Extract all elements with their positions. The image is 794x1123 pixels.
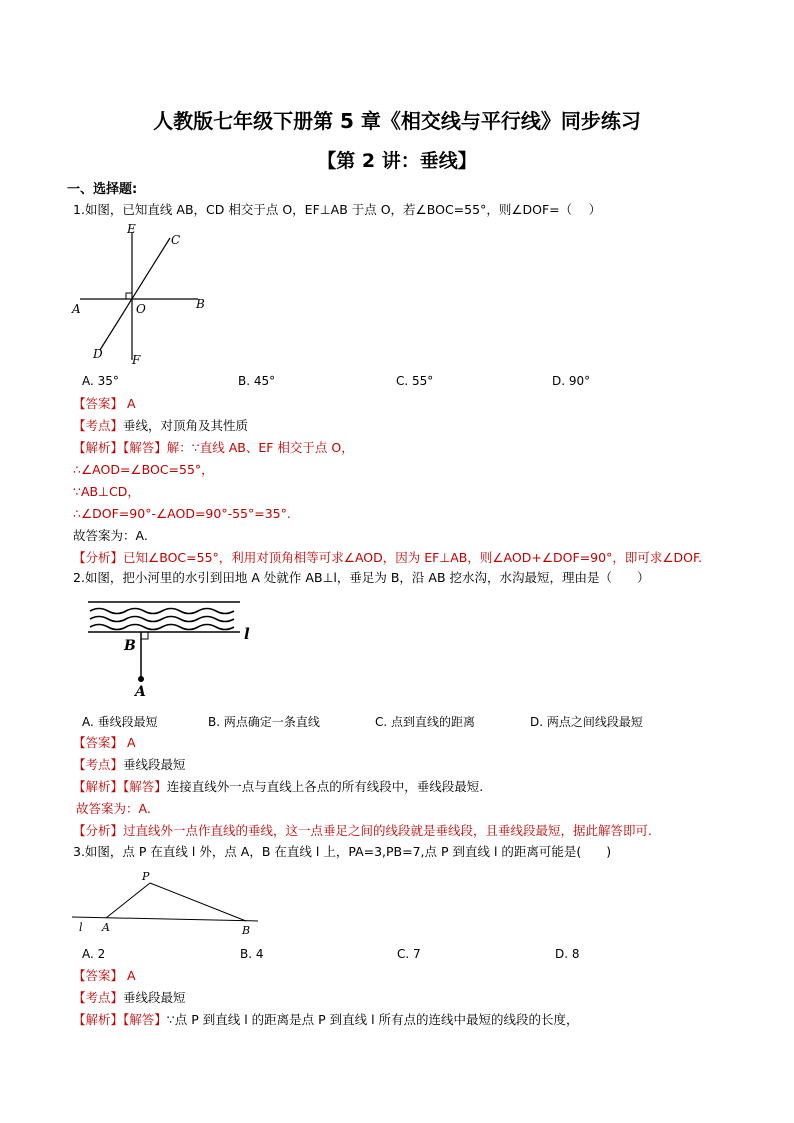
label-f: F <box>132 353 141 367</box>
analysis-tag: 【解析】 <box>73 779 124 794</box>
label-a: A <box>72 302 81 316</box>
q3-answer <box>73 968 136 984</box>
label-a: A <box>102 921 110 934</box>
point-tag: 【考点】 <box>73 757 124 772</box>
commentary-tag: 【分析】 <box>73 823 124 838</box>
river-wave <box>90 609 234 614</box>
label-l: l <box>244 625 250 643</box>
q1-solution-line-5: 故答案为：A. <box>73 528 148 543</box>
q2-solution <box>73 779 483 795</box>
analysis-tag: 【解析】 <box>73 440 124 455</box>
q2-commentary-text: 过直线外一点作直线的垂线，这一点垂足之间的线段就是垂线段，且垂线段最短，据此解答即可. <box>123 823 652 838</box>
q1-commentary-text: 已知∠BOC=55°，利用对顶角相等可求∠AOD，因为 EF⊥AB，则∠AOD+∠DOF=90°，即可求∠DOF. <box>123 550 703 565</box>
q2-stem: 2.如图，把小河里的水引到田地 A 处就作 AB⊥l，垂足为 B，沿 AB 挖水沟，水沟最短，理由是（ ） <box>73 570 650 585</box>
q2-option-b[interactable]: B. 两点确定一条直线 <box>208 715 320 729</box>
solution-tag: 【解答】 <box>123 779 167 794</box>
segment-pb <box>150 883 246 921</box>
lesson-subtitle: 【第 2 讲：垂线】 <box>317 150 477 172</box>
label-b: B <box>124 638 136 654</box>
q1-answer-value: A <box>123 396 136 411</box>
q1-point <box>73 418 248 434</box>
q1-solution-line-2: ∴∠AOD=∠BOC=55°， <box>73 462 214 477</box>
right-angle-mark <box>126 293 132 299</box>
q3-answer-value: A <box>123 968 136 983</box>
point-tag: 【考点】 <box>73 418 124 433</box>
q2-point-value: 垂线段最短 <box>123 757 186 772</box>
q3-option-b[interactable]: B. 4 <box>240 947 264 961</box>
label-l: l <box>79 921 83 934</box>
q2-option-c[interactable]: C. 点到直线的距离 <box>375 715 476 729</box>
q1-solution-line-4: ∴∠DOF=90°-∠AOD=90°-55°=35°. <box>73 506 291 521</box>
q2-point <box>73 757 186 773</box>
label-e: E <box>127 222 136 236</box>
q1-commentary <box>73 550 702 566</box>
commentary-tag: 【分析】 <box>73 550 124 565</box>
section-heading: 一、选择题: <box>67 182 138 197</box>
label-c: C <box>171 233 181 247</box>
q2-solution-text: 连接直线外一点与直线上各点的所有线段中，垂线段最短. <box>166 779 484 794</box>
q3-option-a[interactable]: A. 2 <box>82 947 106 961</box>
q1-solution-line-1 <box>73 440 354 456</box>
river-wave <box>90 625 234 630</box>
q2-conclusion-text: 故答案为：A. <box>76 801 151 816</box>
q3-figure <box>70 866 266 938</box>
q2-option-d[interactable]: D. 两点之间线段最短 <box>530 715 643 729</box>
q1-sol-1: 解：∵直线 AB、EF 相交于点 O， <box>166 440 354 455</box>
right-angle-mark <box>141 632 148 639</box>
answer-tag: 【答案】 <box>73 735 124 750</box>
q1-figure <box>70 220 220 370</box>
q1-stem: 1.如图，已知直线 AB，CD 相交于点 O，EF⊥AB 于点 O，若∠BOC=55°，则∠DOF=（ ） <box>73 202 602 217</box>
point-tag: 【考点】 <box>73 990 124 1005</box>
q3-option-d[interactable]: D. 8 <box>555 947 580 961</box>
river-wave <box>90 617 234 622</box>
line-l <box>72 917 258 921</box>
q3-point <box>73 990 186 1006</box>
q3-stem: 3.如图，点 P 在直线 l 外，点 A，B 在直线 l 上，PA=3,PB=7,点 P 到直线 l 的距离可能是( ) <box>73 844 612 859</box>
q3-point-value: 垂线段最短 <box>123 990 186 1005</box>
solution-tag: 【解答】 <box>123 440 167 455</box>
q1-solution-line-3: ∵AB⊥CD， <box>73 484 140 499</box>
solution-tag: 【解答】 <box>123 1012 167 1027</box>
label-a: A <box>135 684 146 700</box>
q1-option-c[interactable]: C. 55° <box>396 374 434 388</box>
label-d: D <box>93 347 103 361</box>
q1-option-b[interactable]: B. 45° <box>238 374 276 388</box>
label-o: O <box>136 302 146 316</box>
q2-figure <box>86 598 266 700</box>
answer-tag: 【答案】 <box>73 968 124 983</box>
line-cd <box>100 238 170 350</box>
q2-option-a[interactable]: A. 垂线段最短 <box>82 715 158 729</box>
q1-option-d[interactable]: D. 90° <box>552 374 591 388</box>
q1-option-a[interactable]: A. 35° <box>82 374 119 388</box>
label-b: B <box>242 924 251 937</box>
q3-option-c[interactable]: C. 7 <box>397 947 421 961</box>
page-title: 人教版七年级下册第 5 章《相交线与平行线》同步练习 <box>153 109 641 133</box>
q2-answer-value: A <box>123 735 136 750</box>
q2-commentary <box>73 823 652 839</box>
q1-point-value: 垂线，对顶角及其性质 <box>123 418 249 433</box>
q1-answer <box>73 396 136 412</box>
q3-solution <box>73 1012 579 1028</box>
segment-pa <box>106 883 150 918</box>
answer-tag: 【答案】 <box>73 396 124 411</box>
q2-answer <box>73 735 136 751</box>
analysis-tag: 【解析】 <box>73 1012 124 1027</box>
point-a <box>138 676 144 682</box>
q2-conclusion <box>76 801 151 817</box>
label-p: P <box>142 870 150 883</box>
q3-solution-text: ∵点 P 到直线 l 的距离是点 P 到直线 l 所有点的连线中最短的线段的长度， <box>166 1012 579 1027</box>
label-b: B <box>196 297 205 311</box>
